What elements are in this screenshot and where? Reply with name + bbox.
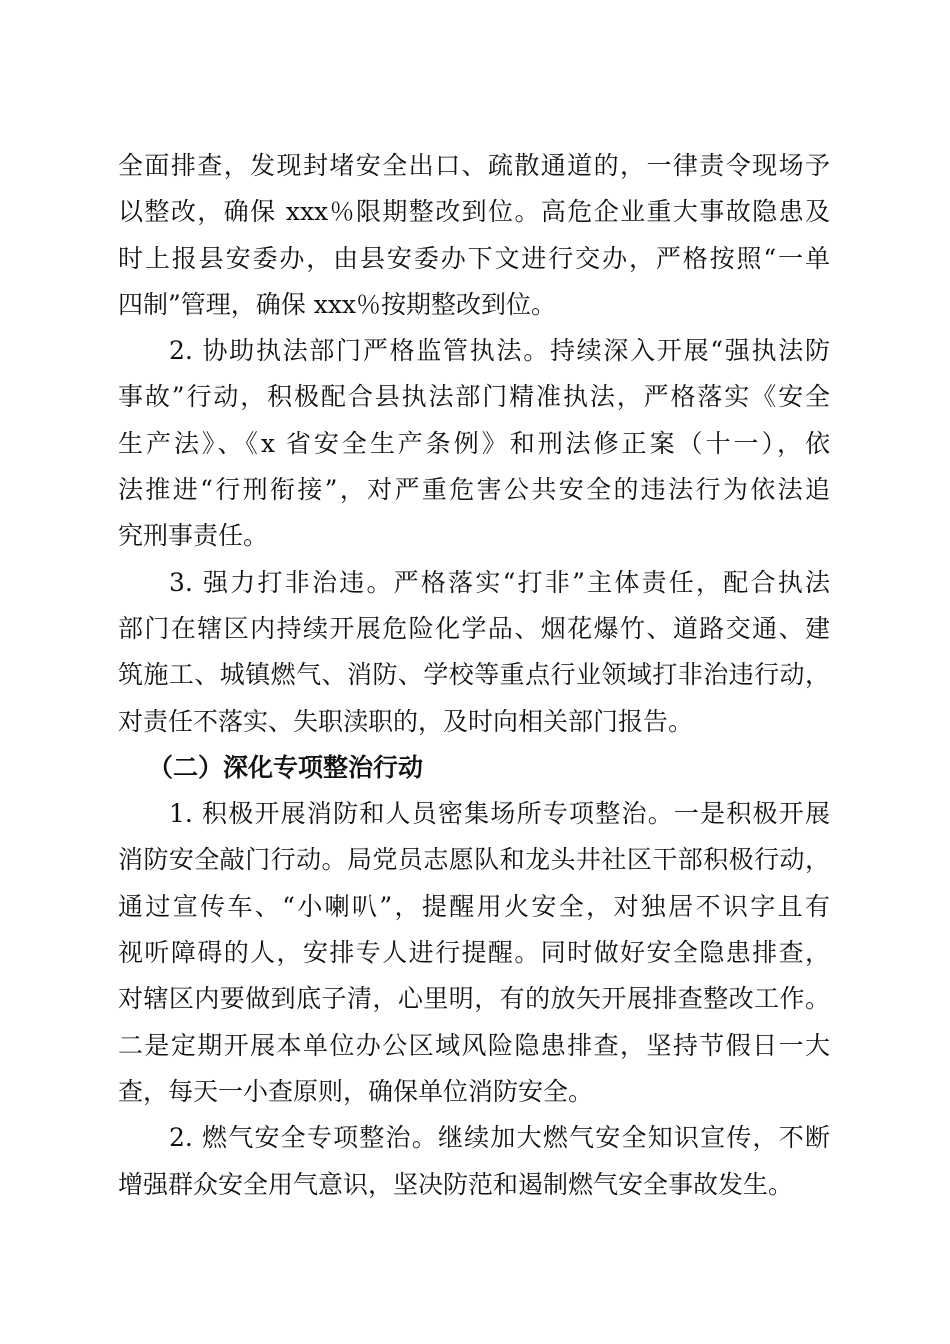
text-line: 查，每天一小查原则，确保单位消防安全。 [118, 1076, 594, 1106]
text-line: 增强群众安全用气意识，坚决防范和遏制燃气安全事故发生。 [118, 1169, 794, 1199]
text-line: 生产法》、《x 省安全生产条例》和刑法修正案（十一），依 [118, 428, 830, 458]
text-line: 二是定期开展本单位办公区域风险隐患排查，坚持节假日一大 [118, 1030, 830, 1060]
text-line: 对辖区内要做到底子清，心里明，有的放矢开展排查整改工作。 [118, 984, 830, 1014]
text-line: 法推进“行刑衔接”，对严重危害公共安全的违法行为依法追 [118, 475, 830, 505]
text-line: 全面排查，发现封堵安全出口、疏散通道的，一律责令现场予 [118, 151, 830, 180]
text-line: 部门在辖区内持续开展危险化学品、烟花爆竹、道路交通、建 [118, 613, 830, 643]
text-line: 时上报县安委办，由县安委办下文进行交办，严格按照“一单 [118, 243, 830, 273]
section-heading: （二）深化专项整治行动 [148, 752, 424, 782]
text-line: 3. 强力打非治违。严格落实“打非”主体责任，配合执法 [169, 567, 830, 597]
text-line: 对责任不落实、失职渎职的，及时向相关部门报告。 [118, 706, 694, 736]
text-line: 视听障碍的人，安排专人进行提醒。同时做好安全隐患排查， [118, 938, 830, 968]
text-line: 消防安全敲门行动。局党员志愿队和龙头井社区干部积极行动， [118, 845, 830, 875]
text-line: 2. 协助执法部门严格监管执法。持续深入开展“强执法防 [169, 336, 830, 366]
text-line: 以整改，确保 xxx％限期整改到位。高危企业重大事故隐患及 [118, 197, 830, 227]
text-line: 筑施工、城镇燃气、消防、学校等重点行业领域打非治违行动， [118, 660, 830, 690]
text-line: 1. 积极开展消防和人员密集场所专项整治。一是积极开展 [169, 799, 830, 829]
document-body [118, 143, 830, 1208]
text-line: 通过宣传车、“小喇叭”，提醒用火安全，对独居不识字且有 [118, 891, 830, 921]
text-line: 事故”行动，积极配合县执法部门精准执法，严格落实《安全 [118, 382, 830, 412]
text-line: 2. 燃气安全专项整治。继续加大燃气安全知识宣传，不断 [169, 1123, 830, 1153]
text-line: 究刑事责任。 [118, 521, 269, 551]
text-line: 四制”管理，确保 xxx％按期整改到位。 [118, 289, 557, 319]
